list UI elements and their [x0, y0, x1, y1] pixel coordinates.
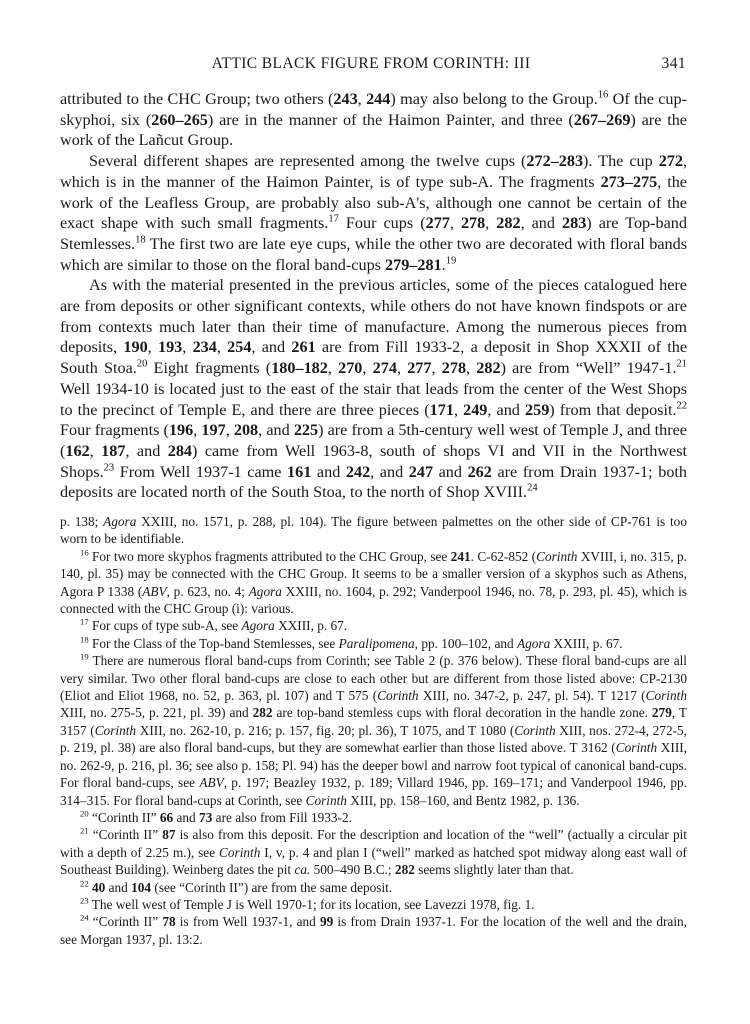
- text-run: are top-band stemless cups with floral decoration in the handle zone.: [272, 705, 652, 721]
- catalogue-number: 242: [345, 462, 371, 481]
- text-run: Corinth: [219, 844, 261, 860]
- text-run: “Corinth II”: [88, 914, 163, 930]
- text-run: ,: [453, 400, 464, 419]
- catalogue-number: 270: [338, 359, 363, 378]
- footnote: [60, 513, 687, 548]
- text-run: Corinth: [514, 722, 556, 738]
- text-run: seems slightly later than that.: [414, 862, 574, 878]
- text-run: . C-62-852 (: [470, 548, 537, 564]
- text-run: Eight fragments (: [147, 359, 272, 378]
- text-run: ,: [216, 338, 228, 357]
- footnote-ref: 17: [328, 213, 339, 225]
- catalogue-number: 282: [476, 359, 501, 378]
- text-run: ) are from a 5th-century well west of Temple J, and three (: [60, 421, 687, 460]
- footnote-ref: 21: [676, 358, 688, 370]
- text-run: and: [433, 462, 468, 481]
- text-run: Several different shapes are represented among the twelve cups (: [89, 152, 527, 171]
- text-run: Agora: [241, 618, 275, 634]
- text-run: and: [173, 809, 200, 825]
- text-run: is from Well 1937-1, and: [175, 914, 320, 930]
- catalogue-number: 277: [425, 214, 450, 233]
- text-run: , T 3157 (: [60, 705, 687, 738]
- footnote-ref: 21: [80, 825, 89, 836]
- text-run: Of the cup-skyphoi, six (: [60, 90, 688, 129]
- text-run: XIII, no. 262-10, p. 216; p. 157, fig. 20; pl. 36), T 1075, and T 1080 (: [136, 722, 515, 738]
- text-run: XXIII, p. 67.: [274, 618, 348, 634]
- text-run: For cups of type sub-A, see: [88, 618, 242, 634]
- text-run: XIII, no. 347-2, p. 247, pl. 54). T 1217 (: [418, 688, 646, 704]
- catalogue-number: 161: [287, 462, 312, 481]
- text-run: ) from that deposit.: [549, 400, 677, 419]
- catalogue-number: 274: [372, 359, 397, 378]
- text-run: Paralipomena: [338, 635, 415, 651]
- footnote: [60, 896, 687, 913]
- catalogue-number: 104: [131, 879, 152, 895]
- catalogue-number: 196: [168, 421, 194, 440]
- catalogue-number: 260–265: [151, 110, 208, 129]
- text-run: ,: [182, 338, 193, 357]
- text-run: XXIII, p. 67.: [550, 635, 623, 651]
- text-run: Corinth: [645, 688, 687, 704]
- body-paragraph: [60, 275, 687, 503]
- text-run: B.C.: [363, 862, 388, 878]
- text-run: ,: [485, 214, 497, 233]
- catalogue-number: 277: [407, 359, 432, 378]
- footnote-ref: 22: [676, 400, 688, 412]
- footnote-ref: 16: [80, 547, 89, 558]
- catalogue-number: 272–283: [526, 152, 584, 171]
- text-run: Agora: [248, 583, 282, 599]
- footnote-ref: 17: [80, 617, 89, 628]
- text-run: ,: [225, 421, 234, 440]
- catalogue-number: 272: [658, 152, 683, 171]
- text-run: Four fragments (: [60, 421, 169, 440]
- catalogue-number: 284: [167, 441, 193, 460]
- footnote-ref: 19: [445, 255, 457, 267]
- catalogue-number: 279–281: [385, 255, 442, 274]
- text-run: , and: [258, 421, 294, 440]
- running-head: [56, 55, 686, 77]
- footnote: [60, 809, 687, 826]
- text-run: Corinth: [536, 548, 578, 564]
- text-run: and: [105, 879, 132, 895]
- text-run: “Corinth II”: [88, 809, 160, 825]
- text-run: Corinth: [94, 722, 137, 738]
- footnote-ref: 16: [597, 89, 609, 101]
- footnote: [60, 617, 687, 634]
- text-run: For two more skyphos fragments attributed to the CHC Group, see: [88, 548, 451, 564]
- catalogue-number: 193: [157, 338, 183, 357]
- text-run: and: [311, 462, 346, 481]
- text-run: ,: [89, 441, 102, 460]
- footnote: [60, 652, 687, 809]
- footnote-ref: 24: [527, 482, 538, 494]
- text-run: “Corinth II”: [88, 827, 163, 843]
- footnote-ref: 23: [80, 895, 89, 906]
- text-run: ;: [387, 862, 395, 878]
- catalogue-number: 225: [293, 421, 319, 440]
- footnote-ref: 18: [135, 234, 146, 246]
- catalogue-number: 249: [463, 400, 488, 419]
- catalogue-number: 99: [319, 914, 334, 930]
- text-run: ABV: [142, 583, 167, 599]
- text-run: ,: [193, 421, 202, 440]
- footnote: [60, 635, 687, 652]
- text-run: are from Fill 1933-2, a deposit in Shop XXXII of the South Stoa.: [60, 338, 688, 378]
- text-run: attributed to the CHC Group; two others (: [60, 90, 334, 108]
- text-run: ABV: [199, 775, 224, 791]
- catalogue-number: 254: [227, 338, 252, 357]
- catalogue-number: 244: [366, 90, 391, 108]
- catalogue-number: 87: [162, 827, 176, 843]
- text-run: .: [441, 255, 446, 274]
- catalogue-number: 259: [525, 400, 550, 419]
- text-run: XIII, no. 275-5, p. 221, pl. 39) and: [60, 705, 253, 721]
- text-run: , and: [251, 338, 292, 357]
- catalogue-number: 279: [651, 705, 672, 721]
- text-run: is from Drain 1937-1. For the location of the well and the drain, see Morgan 1937, pl. 13:2.: [60, 914, 688, 947]
- footnote-ref: 20: [80, 808, 89, 819]
- text-run: XIII, pp. 158–160, and Bentz 1982, p. 136.: [346, 792, 580, 808]
- catalogue-number: 187: [101, 441, 126, 460]
- catalogue-number: 278: [460, 214, 486, 233]
- text-run: ) are the work of the Lañcut Group.: [60, 110, 687, 150]
- text-run: The first two are late eye cups, while the other two are decorated with floral bands which are similar to those on the floral band-cups: [60, 234, 687, 274]
- catalogue-number: 243: [333, 90, 358, 108]
- catalogue-number: 247: [408, 462, 434, 481]
- footnote-ref: 24: [80, 912, 89, 923]
- text-run: , the work of the Leafless Group, are probably also sub-A's, although one cannot be certain of the exact shape with such small fragments.: [60, 172, 687, 233]
- catalogue-number: 78: [162, 914, 176, 930]
- text-run: ,: [466, 359, 477, 378]
- footnote: [60, 913, 687, 948]
- text-run: As with the material presented in the previous articles, some of the pieces catalogued here are from deposits or other significant contexts, while others do not have known findspots or are from contexts much later than their time of manufacture. Among the numerous pieces from deposits,: [60, 276, 687, 357]
- text-run: XXIII, no. 1604, p. 292; Vanderpool 1946, no. 78, p. 293, pl. 45), which is connected with the CHC Group (i): various.: [60, 583, 687, 617]
- body-paragraph: [60, 151, 687, 275]
- text-run: , and: [125, 441, 168, 460]
- catalogue-number: 208: [233, 421, 259, 440]
- footnote-ref: 23: [103, 462, 115, 474]
- text-run: ) are Top-band Stemlesses.: [60, 214, 687, 253]
- footnote-ref: 20: [136, 358, 148, 370]
- footnote-ref: 19: [80, 651, 89, 662]
- text-run: ). The cup: [583, 152, 659, 171]
- catalogue-number: 180–182: [271, 359, 328, 378]
- catalogue-number: 282: [252, 705, 273, 721]
- text-run: , and: [370, 462, 409, 481]
- text-run: , and: [520, 214, 563, 233]
- text-run: ,: [147, 338, 158, 357]
- catalogue-number: 267–269: [573, 110, 631, 129]
- text-run: ,: [357, 90, 367, 108]
- footnote-ref: 18: [80, 634, 89, 645]
- text-run: (see “Corinth II”) are from the same deposit.: [151, 879, 393, 895]
- footnote: [60, 548, 687, 618]
- text-run: ca.: [294, 862, 311, 878]
- text-run: For the Class of the Top-band Stemlesses, see: [88, 635, 339, 651]
- text-run: XIII, no. 262-9, p. 216, pl. 36; see also p. 158; Pl. 94) has the deeper bowl and narrow foot typical of canonical band-cups. For floral band-cups, see: [60, 740, 687, 791]
- text-run: There are numerous floral band-cups from Corinth; see Table 2 (p. 376 below). These floral band-cups are all very similar. Two other floral band-cups are close to each other but are different from those listed above: CP-2130 (Eliot and Eliot 1968, no. 52, p. 363, pl. 107) and T 575 (: [60, 653, 687, 704]
- text-run: are from Drain 1937-1; both deposits are located north of the South Stoa, to the north of Shop XVIII.: [60, 462, 688, 502]
- catalogue-number: 282: [394, 862, 415, 878]
- text-run: Agora: [103, 514, 137, 529]
- catalogue-number: 162: [65, 441, 90, 460]
- footnote-ref: 22: [80, 878, 89, 889]
- catalogue-number: 234: [192, 338, 217, 357]
- catalogue-number: 273–275: [600, 172, 658, 191]
- text-run: , pp. 100–102, and: [414, 635, 517, 651]
- text-run: XXIII, no. 1571, p. 288, pl. 104). The figure between palmettes on the other side of CP-761 is too worn to be identifiable.: [60, 514, 687, 547]
- text-run: ) may also belong to the Group.: [390, 90, 598, 108]
- text-run: ) are in the manner of the Haimon Painter, and three (: [207, 110, 574, 129]
- text-run: ,: [362, 359, 373, 378]
- text-run: are also from Fill 1933-2.: [212, 809, 352, 825]
- text-run: 500–490: [310, 862, 364, 878]
- catalogue-number: 261: [291, 338, 316, 357]
- catalogue-number: 241: [450, 548, 471, 564]
- text-run: , and: [487, 400, 525, 419]
- text-run: ,: [449, 214, 461, 233]
- catalogue-number: 197: [201, 421, 226, 440]
- text-run: , p. 197; Beazley 1932, p. 189; Villard 1946, pp. 169–171; and Vanderpool 1946, pp. 314–315. For floral band-cups at Corinth, see: [60, 775, 688, 808]
- text-run: ) are from “Well” 1947-1.: [500, 359, 677, 378]
- catalogue-number: 66: [159, 809, 174, 825]
- text-run: ,: [327, 359, 339, 378]
- text-run: Four cups (: [338, 214, 426, 233]
- footnote: [60, 826, 687, 878]
- body-paragraph: [60, 89, 687, 151]
- catalogue-number: 40: [91, 879, 106, 895]
- catalogue-number: 73: [199, 809, 213, 825]
- text-run: is also from this deposit. For the description and location of the “well” (actually a circular pit with a depth of 2.25 m.), see: [60, 827, 687, 860]
- running-title: ATTIC BLACK FIGURE FROM CORINTH: III: [211, 55, 531, 72]
- text-run: I, v, p. 4 and plan I (“well” marked as hatched spot midway along east wall of Southeast Building). Weinberg dates the pit: [60, 844, 687, 878]
- text-run: , p. 623, no. 4;: [166, 583, 249, 599]
- catalogue-number: 262: [467, 462, 492, 481]
- page-number: 341: [661, 55, 686, 72]
- text-run: p. 138;: [60, 514, 104, 529]
- catalogue-number: 190: [123, 338, 148, 357]
- text-run: The well west of Temple J is Well 1970-1; for its location, see Lavezzi 1978, fig. 1.: [88, 896, 535, 912]
- text-run: Well 1934-10 is located just to the east of the stair that leads from the center of the West Shops to the precinct of Temple E, and there are three pieces (: [60, 379, 687, 419]
- text-run: Agora: [516, 635, 551, 651]
- catalogue-number: 282: [496, 214, 521, 233]
- text-run: Corinth: [305, 792, 347, 808]
- text-run: ,: [431, 359, 442, 378]
- footnote: [60, 879, 687, 896]
- text-run: Corinth: [615, 740, 658, 756]
- footnotes: [60, 513, 687, 948]
- text-run: XIII, nos. 272-4, 272-5, p. 219, pl. 38) are also floral band-cups, but they are somewhat earlier than those listed above. T 3162 (: [60, 722, 687, 756]
- text-run: , which is in the manner of the Haimon Painter, is of type sub-A. The fragments: [60, 152, 688, 191]
- body-text: [60, 89, 687, 503]
- text-run: Corinth: [377, 688, 419, 704]
- text-run: ,: [396, 359, 408, 378]
- catalogue-number: 278: [441, 359, 467, 378]
- text-run: From Well 1937-1 came: [114, 462, 288, 481]
- text-run: ) came from Well 1963-8, south of shops VI and VII in the Northwest Shops.: [60, 441, 688, 481]
- text-run: XVIII, i, no. 315, p. 140, pl. 35) may be connected with the CHC Group. It seems to be a smaller version of a skyphos such as Athens, Agora P 1338 (: [60, 548, 687, 599]
- catalogue-number: 283: [562, 214, 587, 233]
- catalogue-number: 171: [429, 400, 454, 419]
